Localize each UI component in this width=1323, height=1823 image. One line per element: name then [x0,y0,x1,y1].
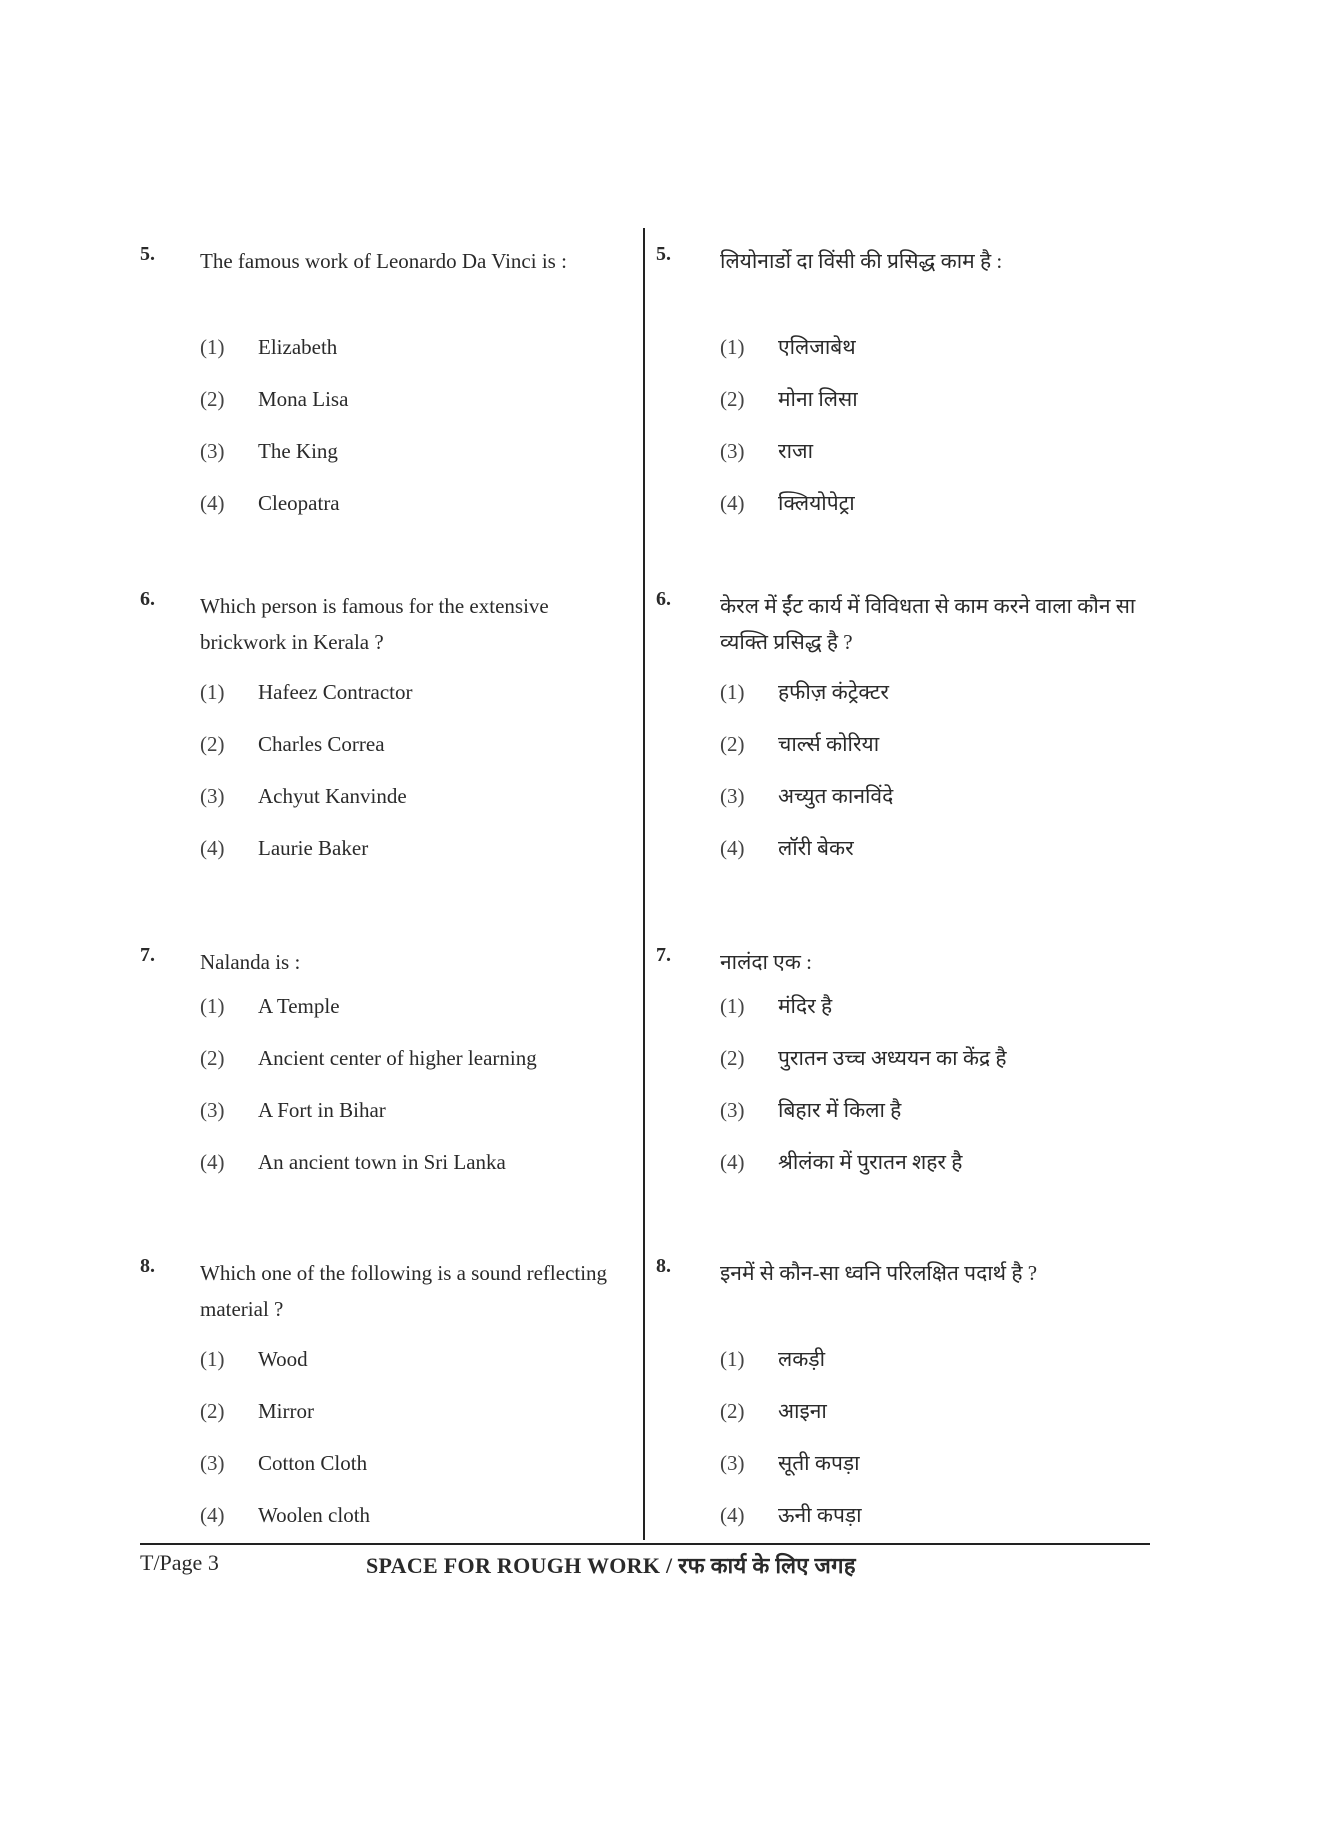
question-number: 6. [656,588,671,610]
option-3: (3) A Fort in Bihar [200,1098,386,1122]
question-text: लियोनार्डो दा विंसी की प्रसिद्ध काम है : [720,249,1003,273]
question-text: नालंदा एक : [720,950,812,974]
question-number: 8. [656,1255,671,1277]
option-2: (2) Ancient center of higher learning [200,1046,537,1070]
option-4: (4) ऊनी कपड़ा [720,1503,862,1527]
option-4: (4) श्रीलंका में पुरातन शहर है [720,1150,963,1174]
option-1: (1) हफीज़ कंट्रेक्टर [720,680,889,704]
option-1: (1) मंदिर है [720,994,833,1018]
option-2: (2) Mirror [200,1399,314,1423]
question-number: 6. [140,588,155,610]
option-3: (3) बिहार में किला है [720,1098,902,1122]
question-text: केरल में ईंट कार्य में विविधता से काम करने वाला कौन सा व्यक्ति प्रसिद्ध है ? [720,594,1136,654]
question-number: 5. [140,243,155,265]
option-3: (3) Cotton Cloth [200,1451,368,1475]
option-1: (1) लकड़ी [720,1347,826,1371]
option-3: (3) सूती कपड़ा [720,1451,860,1475]
column-divider [643,228,645,1540]
option-4: (4) क्लियोपेट्रा [720,491,855,515]
page-number: T/Page 3 [140,1550,219,1575]
option-4: (4) Woolen cloth [200,1503,371,1527]
option-3: (3) Achyut Kanvinde [200,784,407,808]
option-2: (2) चार्ल्स कोरिया [720,732,880,756]
question-text: इनमें से कौन-सा ध्वनि परिलक्षित पदार्थ है ? [720,1261,1038,1285]
option-3: (3) The King [200,439,338,463]
option-3: (3) राजा [720,439,814,463]
option-2: (2) पुरातन उच्च अध्ययन का केंद्र है [720,1046,1007,1070]
footer-rule [140,1543,1150,1545]
question-number: 5. [656,243,671,265]
question-text: Which one of the following is a sound reflecting material ? [200,1261,608,1321]
option-1: (1) Hafeez Contractor [200,680,413,704]
question-text: Nalanda is : [200,950,301,974]
option-4: (4) Cleopatra [200,491,340,515]
option-2: (2) Mona Lisa [200,387,349,411]
option-1: (1) Wood [200,1347,308,1371]
question-text: Which person is famous for the extensive brickwork in Kerala ? [200,594,549,654]
option-1: (1) Elizabeth [200,335,338,359]
option-1: (1) एलिजाबेथ [720,335,856,359]
option-2: (2) मोना लिसा [720,387,858,411]
option-3: (3) अच्युत कानविंदे [720,784,894,808]
option-1: (1) A Temple [200,994,340,1018]
option-2: (2) Charles Correa [200,732,385,756]
option-4: (4) लॉरी बेकर [720,836,854,860]
question-number: 7. [140,944,155,966]
question-text: The famous work of Leonardo Da Vinci is : [200,249,567,273]
option-2: (2) आइना [720,1399,827,1423]
question-number: 8. [140,1255,155,1277]
rough-work-label: SPACE FOR ROUGH WORK / रफ कार्य के लिए जगह [366,1553,856,1578]
question-number: 7. [656,944,671,966]
option-4: (4) Laurie Baker [200,836,369,860]
option-4: (4) An ancient town in Sri Lanka [200,1150,506,1174]
